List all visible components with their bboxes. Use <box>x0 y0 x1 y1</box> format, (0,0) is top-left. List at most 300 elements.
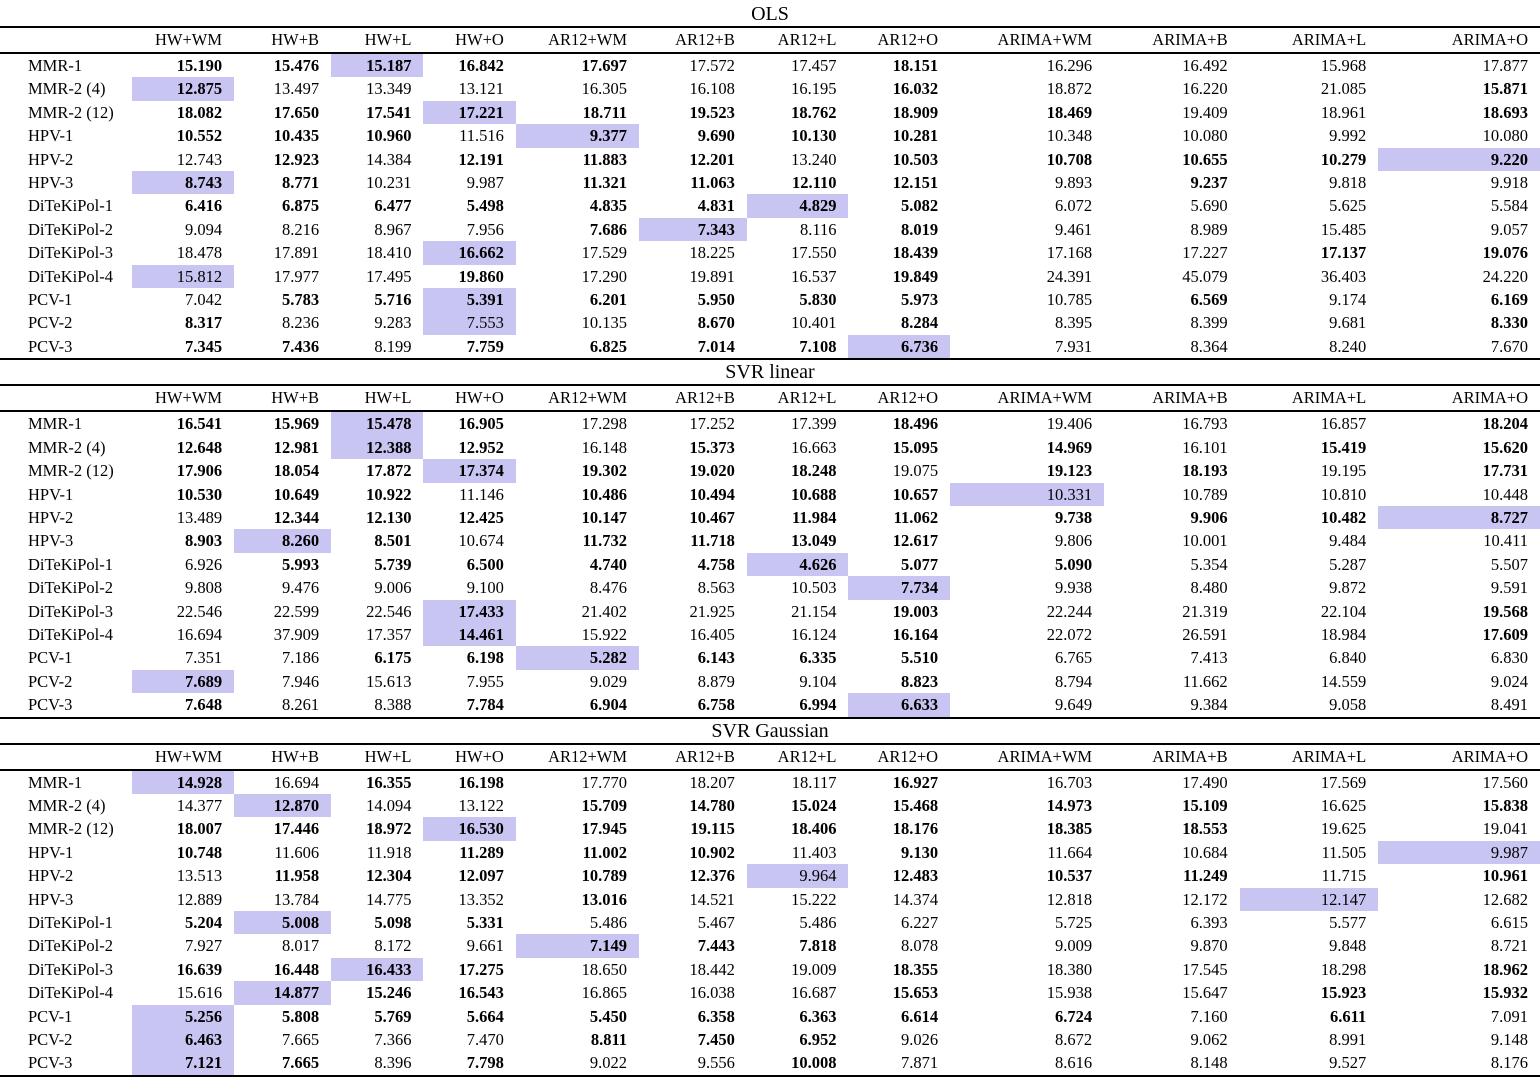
value-cell: 11.516 <box>459 126 504 146</box>
value-cell: 5.507 <box>1490 554 1528 574</box>
value-cell: 12.425 <box>458 507 504 527</box>
value-cell: 15.922 <box>581 624 628 644</box>
value-cell: 7.798 <box>466 1053 504 1073</box>
value-cell: 16.220 <box>1182 79 1228 99</box>
table-row <box>0 888 1540 911</box>
value-cell: 17.650 <box>273 102 320 122</box>
value-cell: 10.810 <box>1320 484 1367 504</box>
value-cell: 8.879 <box>697 671 735 691</box>
table-row <box>0 459 1540 482</box>
value-cell: 8.670 <box>697 313 735 333</box>
value-cell: 12.172 <box>1182 889 1228 909</box>
row-label-header <box>0 744 132 770</box>
row-label: MMR-1 <box>28 772 83 792</box>
value-cell: 10.448 <box>1482 484 1528 504</box>
row-label: PCV-1 <box>28 1006 73 1026</box>
row-label: DiTeKiPol-1 <box>28 196 114 216</box>
value-cell: 11.289 <box>459 842 504 862</box>
value-cell: 19.076 <box>1482 243 1528 263</box>
value-cell: 15.938 <box>1046 983 1093 1003</box>
value-cell: 10.486 <box>581 484 628 504</box>
value-cell: 9.690 <box>697 126 735 146</box>
value-cell: 8.261 <box>281 695 320 715</box>
value-cell: 7.665 <box>281 1053 320 1073</box>
value-cell: 18.410 <box>366 243 412 263</box>
value-cell: 9.476 <box>281 578 320 598</box>
value-cell: 16.625 <box>1320 795 1367 815</box>
value-cell: 11.732 <box>582 531 628 551</box>
table-row <box>0 483 1540 506</box>
value-cell: 5.716 <box>374 290 412 310</box>
table-row <box>0 241 1540 264</box>
value-cell: 9.808 <box>184 578 223 598</box>
value-cell: 45.079 <box>1182 266 1228 286</box>
row-label: DiTeKiPol-2 <box>28 219 114 239</box>
value-cell: 18.380 <box>1046 959 1093 979</box>
table-title-svr-gaussian: SVR Gaussian <box>711 719 829 742</box>
column-header: HW+L <box>331 385 423 411</box>
value-cell: 10.960 <box>366 126 412 146</box>
value-cell: 16.842 <box>458 56 504 75</box>
value-cell: 6.227 <box>900 913 939 932</box>
value-cell-highlighted: 16.433 <box>331 958 423 981</box>
value-cell: 10.080 <box>1482 126 1528 146</box>
value-cell: 15.222 <box>791 889 837 909</box>
value-cell: 19.003 <box>892 601 939 621</box>
value-cell: 14.521 <box>689 889 735 909</box>
value-cell: 21.925 <box>689 601 735 621</box>
value-cell: 7.759 <box>466 336 504 356</box>
table-row <box>0 53 1540 77</box>
value-cell: 18.193 <box>1182 461 1228 481</box>
value-cell: 9.848 <box>1329 936 1367 956</box>
row-label: PCV-3 <box>28 336 73 356</box>
value-cell: 8.388 <box>374 695 412 715</box>
value-cell: 19.523 <box>689 102 735 122</box>
table-row <box>0 506 1540 529</box>
value-cell: 18.406 <box>791 819 837 839</box>
value-cell: 9.283 <box>374 313 412 333</box>
value-cell: 15.373 <box>689 437 735 457</box>
value-cell: 7.946 <box>281 671 320 691</box>
value-cell: 17.872 <box>366 461 412 481</box>
row-label: MMR-2 (12) <box>28 102 114 122</box>
value-cell: 9.094 <box>184 219 223 239</box>
value-cell: 16.492 <box>1182 56 1228 75</box>
value-cell: 5.584 <box>1490 196 1528 216</box>
value-cell: 5.450 <box>589 1006 628 1026</box>
value-cell: 9.009 <box>1054 936 1093 956</box>
value-cell-highlighted: 14.928 <box>132 770 234 794</box>
table-row <box>0 841 1540 864</box>
column-headers <box>0 744 1540 770</box>
value-cell: 18.054 <box>273 461 320 481</box>
value-cell: 15.871 <box>1482 79 1528 99</box>
value-cell: 15.620 <box>1482 437 1528 457</box>
value-cell: 11.664 <box>1047 842 1093 862</box>
value-cell: 12.191 <box>458 149 504 169</box>
value-cell: 11.918 <box>366 842 412 862</box>
value-cell: 15.485 <box>1320 219 1367 239</box>
value-cell: 17.697 <box>581 56 628 75</box>
value-cell: 8.476 <box>589 578 628 598</box>
value-cell-highlighted: 9.964 <box>747 864 849 887</box>
value-cell: 17.572 <box>689 56 735 75</box>
table-row <box>0 288 1540 311</box>
table-row <box>0 1028 1540 1051</box>
column-header: AR12+O <box>848 27 950 53</box>
value-cell-highlighted: 17.374 <box>423 459 515 482</box>
column-header: ARIMA+O <box>1378 27 1540 53</box>
value-cell: 10.279 <box>1320 149 1367 169</box>
row-label: PCV-1 <box>28 290 73 310</box>
value-cell: 8.672 <box>1054 1030 1093 1050</box>
value-cell-highlighted: 7.553 <box>423 311 515 334</box>
value-cell: 17.731 <box>1482 461 1528 481</box>
value-cell-highlighted: 16.530 <box>423 817 515 840</box>
value-cell: 15.923 <box>1320 983 1367 1003</box>
table-row <box>0 693 1540 717</box>
table-row <box>0 124 1540 147</box>
value-cell: 4.835 <box>589 196 628 216</box>
value-cell: 8.616 <box>1054 1053 1093 1073</box>
value-cell: 19.302 <box>581 461 628 481</box>
value-cell: 11.984 <box>792 507 837 527</box>
value-cell: 9.556 <box>697 1053 735 1073</box>
value-cell: 6.825 <box>589 336 628 356</box>
value-cell: 7.186 <box>281 648 320 668</box>
value-cell: 19.195 <box>1320 461 1367 481</box>
row-label: DiTeKiPol-3 <box>28 959 114 979</box>
value-cell-highlighted: 7.121 <box>132 1051 234 1075</box>
value-cell: 6.926 <box>184 554 223 574</box>
value-cell: 9.174 <box>1329 290 1367 310</box>
value-cell: 13.352 <box>458 889 504 909</box>
row-label: PCV-3 <box>28 1053 73 1073</box>
value-cell: 8.395 <box>1054 313 1093 333</box>
table-row <box>0 623 1540 646</box>
value-cell-highlighted: 9.220 <box>1378 148 1540 171</box>
value-cell: 17.252 <box>689 414 735 434</box>
value-cell-highlighted: 12.388 <box>331 436 423 459</box>
value-cell: 18.204 <box>1482 414 1528 434</box>
value-cell: 6.416 <box>184 196 223 216</box>
value-cell: 15.024 <box>791 795 837 815</box>
value-cell: 6.363 <box>799 1006 837 1026</box>
value-cell: 13.489 <box>176 507 223 527</box>
value-cell: 15.709 <box>581 795 628 815</box>
value-cell: 15.419 <box>1320 437 1367 457</box>
value-cell: 9.738 <box>1054 507 1093 527</box>
value-cell: 12.889 <box>176 889 223 909</box>
value-cell: 10.008 <box>791 1053 837 1073</box>
value-cell: 18.762 <box>791 102 837 122</box>
row-label-header <box>0 27 132 53</box>
value-cell: 9.024 <box>1490 671 1528 691</box>
value-cell: 17.298 <box>581 414 628 434</box>
value-cell: 14.384 <box>366 149 412 169</box>
row-label: MMR-2 (12) <box>28 819 114 839</box>
row-label: HPV-2 <box>28 149 74 169</box>
value-cell-highlighted: 17.221 <box>423 101 515 124</box>
value-cell: 9.006 <box>374 578 412 598</box>
value-cell: 12.201 <box>689 149 735 169</box>
value-cell: 7.108 <box>799 336 837 356</box>
value-cell: 18.650 <box>581 959 628 979</box>
value-cell: 18.693 <box>1482 102 1528 122</box>
value-cell: 5.082 <box>900 196 939 216</box>
value-cell: 16.694 <box>176 624 223 644</box>
value-cell: 10.147 <box>581 507 628 527</box>
value-cell: 9.681 <box>1329 313 1367 333</box>
value-cell-highlighted: 17.433 <box>423 600 515 623</box>
column-header: AR12+L <box>747 744 849 770</box>
value-cell: 10.674 <box>458 531 504 551</box>
value-cell: 16.124 <box>791 624 837 644</box>
value-cell: 19.009 <box>791 959 837 979</box>
value-cell: 17.550 <box>791 243 837 263</box>
table-row <box>0 958 1540 981</box>
value-cell: 10.135 <box>581 313 628 333</box>
value-cell: 17.609 <box>1482 624 1528 644</box>
value-cell: 7.450 <box>697 1030 735 1050</box>
value-cell: 10.649 <box>273 484 320 504</box>
value-cell: 19.115 <box>690 819 735 839</box>
value-cell: 11.146 <box>459 484 504 504</box>
value-cell: 16.032 <box>892 79 939 99</box>
value-cell: 24.220 <box>1482 266 1528 286</box>
value-cell: 18.298 <box>1320 959 1367 979</box>
value-cell-highlighted: 5.391 <box>423 288 515 311</box>
column-header: AR12+O <box>848 744 950 770</box>
value-cell: 16.537 <box>791 266 837 286</box>
value-cell: 6.169 <box>1490 290 1528 310</box>
value-cell: 16.694 <box>273 772 320 792</box>
value-cell: 5.725 <box>1054 913 1093 932</box>
value-cell: 16.541 <box>176 414 223 434</box>
value-cell-highlighted: 6.463 <box>132 1028 234 1051</box>
value-cell: 6.765 <box>1054 648 1093 668</box>
value-cell: 10.684 <box>1182 842 1228 862</box>
value-cell: 13.122 <box>458 795 504 815</box>
results-table-ols <box>0 26 1540 360</box>
value-cell: 22.104 <box>1320 601 1367 621</box>
column-header: HW+L <box>331 744 423 770</box>
value-cell: 5.467 <box>697 913 735 932</box>
value-cell: 6.904 <box>589 695 628 715</box>
value-cell: 10.411 <box>1483 531 1528 551</box>
value-cell: 15.095 <box>892 437 939 457</box>
value-cell: 10.482 <box>1320 507 1367 527</box>
value-cell: 7.345 <box>184 336 223 356</box>
value-cell: 19.123 <box>1046 461 1093 481</box>
value-cell: 16.355 <box>366 772 412 792</box>
value-cell: 5.664 <box>466 1006 504 1026</box>
value-cell: 18.385 <box>1046 819 1093 839</box>
row-label: DiTeKiPol-1 <box>28 554 114 574</box>
value-cell: 12.617 <box>892 531 939 551</box>
table-row <box>0 218 1540 241</box>
value-cell: 14.775 <box>366 889 412 909</box>
value-cell: 8.330 <box>1490 313 1528 333</box>
value-cell: 17.545 <box>1182 959 1228 979</box>
value-cell: 18.355 <box>892 959 939 979</box>
table-row <box>0 981 1540 1004</box>
value-cell: 17.770 <box>581 772 628 792</box>
value-cell: 16.038 <box>689 983 735 1003</box>
value-cell: 9.591 <box>1490 578 1528 598</box>
value-cell: 16.405 <box>689 624 735 644</box>
column-header: ARIMA+WM <box>950 27 1104 53</box>
column-header: HW+L <box>331 27 423 53</box>
value-cell: 8.903 <box>184 531 223 551</box>
row-label: MMR-2 (12) <box>28 461 114 481</box>
column-header: AR12+B <box>639 744 747 770</box>
column-header: HW+WM <box>132 27 234 53</box>
value-cell: 10.785 <box>1046 290 1093 310</box>
column-headers <box>0 385 1540 411</box>
value-cell: 6.724 <box>1054 1006 1093 1026</box>
value-cell: 12.097 <box>458 866 504 886</box>
value-cell-highlighted: 7.734 <box>848 576 950 599</box>
value-cell: 18.225 <box>689 243 735 263</box>
table-row <box>0 646 1540 669</box>
value-cell: 19.625 <box>1320 819 1367 839</box>
value-cell: 8.078 <box>900 936 939 956</box>
value-cell: 14.559 <box>1320 671 1367 691</box>
value-cell: 16.927 <box>892 772 939 792</box>
value-cell: 10.961 <box>1482 866 1528 886</box>
value-cell: 6.477 <box>374 196 412 216</box>
value-cell: 16.448 <box>273 959 320 979</box>
value-cell: 6.500 <box>466 554 504 574</box>
value-cell-highlighted: 4.829 <box>747 194 849 217</box>
value-cell: 16.296 <box>1046 56 1093 75</box>
value-cell: 7.436 <box>281 336 320 356</box>
value-cell: 5.808 <box>281 1006 320 1026</box>
value-cell: 16.543 <box>458 983 504 1003</box>
column-header: HW+WM <box>132 744 234 770</box>
value-cell: 9.057 <box>1490 219 1528 239</box>
value-cell: 16.164 <box>892 624 939 644</box>
column-header: AR12+WM <box>516 385 639 411</box>
value-cell: 7.956 <box>466 219 504 239</box>
value-cell: 19.020 <box>689 461 735 481</box>
value-cell: 13.121 <box>458 79 504 99</box>
value-cell: 9.026 <box>900 1030 939 1050</box>
value-cell-highlighted: 4.626 <box>747 553 849 576</box>
value-cell: 12.923 <box>273 149 320 169</box>
value-cell: 8.794 <box>1054 671 1093 691</box>
value-cell: 12.952 <box>458 437 504 457</box>
value-cell: 17.399 <box>791 414 837 434</box>
value-cell: 16.687 <box>791 983 837 1003</box>
value-cell: 9.058 <box>1329 695 1367 715</box>
value-cell: 10.655 <box>1182 149 1228 169</box>
value-cell-highlighted: 9.987 <box>1378 841 1540 864</box>
column-header: HW+B <box>234 27 331 53</box>
value-cell: 10.080 <box>1182 126 1228 146</box>
value-cell-highlighted: 14.877 <box>234 981 331 1004</box>
row-label: HPV-3 <box>28 889 74 909</box>
table-section-svr-gaussian <box>0 719 1540 1077</box>
value-cell: 8.284 <box>900 313 939 333</box>
value-cell: 15.647 <box>1182 983 1228 1003</box>
value-cell: 8.148 <box>1190 1053 1228 1073</box>
value-cell: 16.905 <box>458 414 504 434</box>
value-cell: 18.872 <box>1046 79 1093 99</box>
table-row <box>0 194 1540 217</box>
table-row <box>0 335 1540 359</box>
column-header: AR12+WM <box>516 27 639 53</box>
table-section-svr-linear <box>0 360 1540 718</box>
table-row <box>0 171 1540 194</box>
value-cell: 6.830 <box>1490 648 1528 668</box>
value-cell: 11.062 <box>893 507 939 527</box>
value-cell: 16.195 <box>791 79 837 99</box>
value-cell: 5.973 <box>900 290 939 310</box>
value-cell: 15.616 <box>176 983 223 1003</box>
value-cell: 8.501 <box>374 531 412 551</box>
value-cell: 9.237 <box>1190 173 1228 193</box>
value-cell: 7.784 <box>466 695 504 715</box>
table-row <box>0 148 1540 171</box>
value-cell: 6.840 <box>1329 648 1367 668</box>
value-cell: 22.599 <box>273 601 320 621</box>
value-cell: 6.175 <box>374 648 412 668</box>
value-cell: 12.376 <box>689 866 735 886</box>
value-cell: 8.019 <box>900 219 939 239</box>
value-cell-highlighted: 15.478 <box>331 411 423 435</box>
value-cell: 11.958 <box>274 866 320 886</box>
value-cell: 6.072 <box>1054 196 1093 216</box>
value-cell: 7.366 <box>374 1030 412 1050</box>
value-cell: 9.872 <box>1329 578 1367 598</box>
value-cell: 18.439 <box>892 243 939 263</box>
table-row <box>0 817 1540 840</box>
row-label: MMR-1 <box>28 56 83 75</box>
value-cell: 16.865 <box>581 983 628 1003</box>
column-header: AR12+O <box>848 385 950 411</box>
value-cell: 19.849 <box>892 266 939 286</box>
value-cell: 10.130 <box>791 126 837 146</box>
value-cell: 19.860 <box>458 266 504 286</box>
value-cell: 9.806 <box>1054 531 1093 551</box>
value-cell: 7.648 <box>184 695 223 715</box>
value-cell: 17.877 <box>1482 56 1528 75</box>
value-cell: 12.110 <box>792 173 837 193</box>
value-cell: 19.891 <box>689 266 735 286</box>
value-cell: 8.240 <box>1329 336 1367 356</box>
value-cell: 9.029 <box>589 671 628 691</box>
value-cell: 6.614 <box>900 1006 939 1026</box>
row-label: MMR-2 (4) <box>28 79 106 99</box>
table-row <box>0 576 1540 599</box>
row-label: DiTeKiPol-4 <box>28 266 114 286</box>
value-cell: 26.591 <box>1182 624 1228 644</box>
value-cell: 18.151 <box>892 56 939 75</box>
value-cell: 11.606 <box>274 842 320 862</box>
value-cell: 19.406 <box>1046 414 1093 434</box>
value-cell: 7.091 <box>1490 1006 1528 1026</box>
value-cell: 19.568 <box>1482 601 1528 621</box>
value-cell: 17.457 <box>791 56 837 75</box>
value-cell-highlighted: 5.282 <box>516 646 639 669</box>
value-cell: 9.022 <box>589 1053 628 1073</box>
value-cell: 10.537 <box>1046 866 1093 886</box>
value-cell: 36.403 <box>1320 266 1367 286</box>
value-cell: 10.902 <box>689 842 735 862</box>
